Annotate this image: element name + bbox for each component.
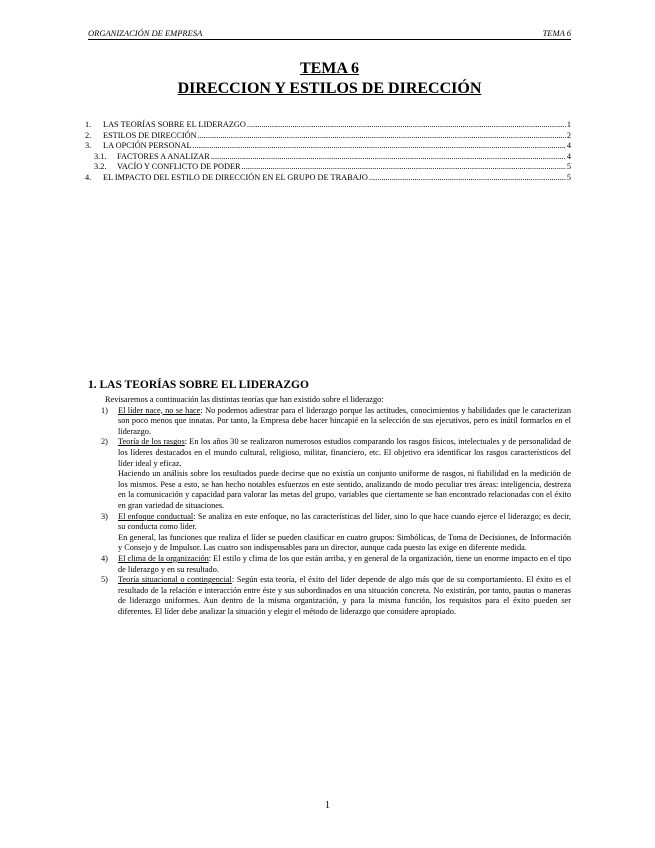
toc-entry[interactable]: [85, 162, 571, 173]
toc-entry-number: 3.2.: [94, 162, 107, 172]
toc-leader-dots: [242, 162, 566, 173]
toc-entry-page: 2: [566, 130, 571, 140]
list-item-label: El enfoque conductual: [118, 511, 194, 521]
list-item-text: : En los años 30 se realizaron numerosos estudios comparando los rasgos físicos, intelectuales y de personalidad de los líderes destacados en el mundo cultural, religioso, militar, financiero, etc. El objetivo era identificar los rasgos característicos del líder ideal y eficaz.: [118, 437, 571, 468]
list-item-paragraph: [118, 575, 571, 617]
toc-leader-dots: [198, 131, 566, 142]
toc-entry-page: 4: [566, 151, 571, 161]
toc-entry[interactable]: [85, 152, 571, 163]
toc-entry[interactable]: [85, 131, 571, 142]
toc-entry[interactable]: [85, 141, 571, 152]
list-item-text: : No podemos adiestrar para el liderazgo porque las actitudes, conocimientos y habilidades que le caracterizan son poco menos que innatas. Por tanto, la Empresa debe hacer hincapié en la selección de sus ejecutivos, pero es inútil formarlos en el liderazgo.: [118, 405, 571, 436]
list-item: [88, 512, 571, 554]
section-body: [88, 395, 571, 617]
list-item-label: Teoría situacional o contingencial: [118, 575, 232, 585]
list-item-extra: En general, las funciones que realiza el líder se pueden clasificar en cuatro grupos: Simbólicas, de Toma de Decisiones, de Información y Consejo y de Impulsor. Las cuatro son indispensables para un director, aunque cada puesto las exige en diferente medida.: [118, 532, 571, 553]
list-item: [88, 437, 571, 511]
list-item-number: 5): [101, 575, 108, 585]
toc-entry-title: FACTORES A ANALIZAR: [117, 151, 210, 161]
toc-leader-dots: [211, 152, 566, 163]
list-item-label: Teoría de los rasgos: [118, 437, 185, 447]
toc-entry-page: 5: [566, 162, 571, 172]
list-item-number: 2): [101, 437, 108, 447]
list-item-number: 4): [101, 553, 108, 563]
toc-leader-dots: [193, 141, 566, 152]
list-item: [88, 406, 571, 438]
header-left: ORGANIZACIÓN DE EMPRESA: [88, 28, 203, 38]
toc-leader-dots: [369, 173, 566, 184]
toc-leader-dots: [247, 120, 566, 131]
list-item-number: 1): [101, 405, 108, 415]
toc-entry-number: 3.: [85, 141, 92, 151]
list-item-label: El líder nace, no se hace: [118, 405, 201, 415]
table-of-contents: [85, 120, 571, 184]
toc-entry-title: VACÍO Y CONFLICTO DE PODER: [117, 162, 241, 172]
page-title-line2: DIRECCION Y ESTILOS DE DIRECCIÓN: [177, 80, 482, 97]
toc-entry-title: EL IMPACTO DEL ESTILO DE DIRECCIÓN EN EL GRUPO DE TRABAJO: [103, 172, 368, 182]
toc-entry-title: LAS TEORÍAS SOBRE EL LIDERAZGO: [103, 120, 246, 129]
list-item-paragraph: [118, 437, 571, 469]
toc-entry-title: LA OPCIÓN PERSONAL: [103, 141, 192, 151]
page-number: 1: [325, 800, 330, 811]
toc-entry-number: 4.: [85, 172, 92, 182]
toc-entry-title: ESTILOS DE DIRECCIÓN: [103, 130, 197, 140]
page-title-line1: TEMA 6: [299, 60, 360, 77]
section-heading: 1. LAS TEORÍAS SOBRE EL LIDERAZGO: [88, 379, 309, 391]
list-item-text: : El estilo y clima de los que están arriba, y en general de la organización, tiene un enorme impacto en el tipo de liderazgo y en su resultado.: [118, 553, 571, 574]
running-header: [88, 28, 571, 40]
toc-entry-number: 2.: [85, 130, 92, 140]
section-intro: Revisaremos a continuación las distintas teorías que han existido sobre el liderazgo:: [105, 395, 384, 404]
list-item-paragraph: [118, 512, 571, 533]
list-item-extra: Haciendo un análisis sobre los resultados puede decirse que no existía un conjunto uniforme de rasgos, ni fiabilidad en la medición de los mismos. Pese a esto, se han hecho notables esfuerzos en este sentido, analizando de modo peculiar tres áreas: inteligencia, destreza en la comunicación y capacidad para valorar las metas del grupo, variables que ciertamente se han encontrado relacionadas con el éxito en gran variedad de situaciones.: [118, 469, 571, 510]
header-right: TEMA 6: [542, 28, 571, 38]
toc-entry-page: 4: [566, 141, 571, 151]
list-item: [88, 554, 571, 575]
list-item-text: : Se analiza en este enfoque, no las características del líder, sino lo que hace cuando ejerce el liderazgo; es decir, su conducta como líder.: [118, 511, 571, 532]
toc-entry-page: 5: [566, 172, 571, 182]
toc-entry-number: 1.: [85, 120, 92, 129]
toc-entry-page: 1: [566, 120, 571, 129]
list-item-label: El clima de la organización: [118, 553, 209, 563]
toc-entry[interactable]: [85, 173, 571, 184]
list-item-paragraph: [118, 406, 571, 438]
toc-entry-number: 3.1.: [94, 151, 107, 161]
list-item-number: 3): [101, 511, 108, 521]
list-item-paragraph: [118, 554, 571, 575]
list-item-text: : Según esta teoría, el éxito del líder depende de algo más que de su comportamiento. El éxito es el resultado de la relación e interacción entre éste y sus subordinados en una situación concreta. No existirán, por tanto, pautas o maneras de liderazgo uniformes. Aun dentro de la misma organización, y para la misma función, los requisitos para el éxito pueden ser diferentes. El líder debe analizar la situación y elegir el método de liderazgo que considere apropiado.: [118, 575, 571, 616]
toc-entry[interactable]: [85, 120, 571, 131]
list-item: [88, 575, 571, 617]
